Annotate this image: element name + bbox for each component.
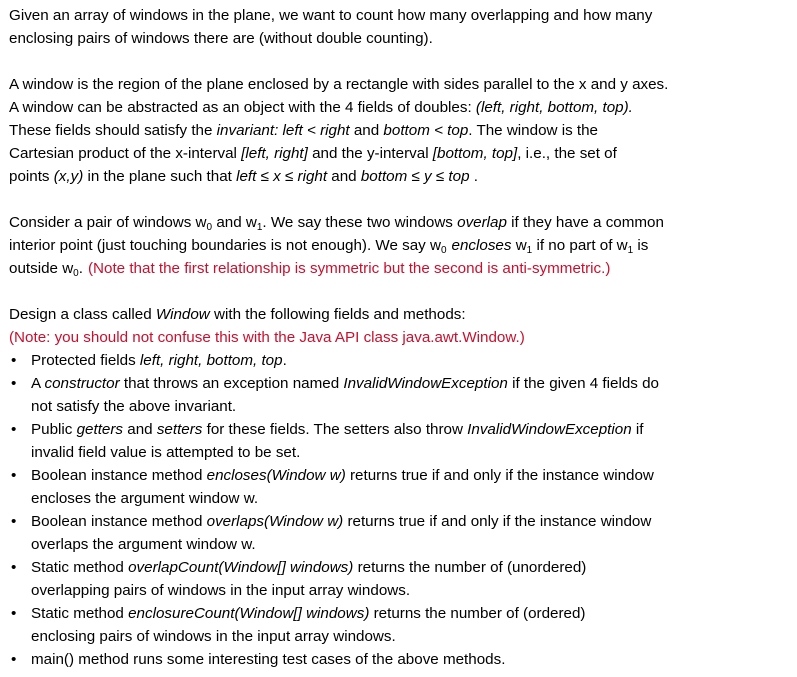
list-item-overlaps: • Boolean instance method overlaps(Window w) returns true if and only if the instance window overlaps the argument window w. <box>9 510 789 556</box>
definition-line-1: A window is the region of the plane enclosed by a rectangle with sides parallel to the x and y axes. <box>9 76 669 93</box>
list-item-encloses: • Boolean instance method encloses(Window w) returns true if and only if the instance window encloses the argument window w. <box>9 464 789 510</box>
definition-line-5: points (x,y) in the plane such that left ≤ x ≤ right and bottom ≤ y ≤ top . <box>9 168 478 185</box>
intro-line-2: enclosing pairs of windows there are (without double counting). <box>9 30 433 47</box>
java-api-note: (Note: you should not confuse this with the Java API class java.awt.Window.) <box>9 329 525 346</box>
list-item-enclosure-count: • Static method enclosureCount(Window[] windows) returns the number of (ordered) enclosing pairs of windows in the input array windows. <box>9 602 789 648</box>
list-item-fields: • Protected fields left, right, bottom, top. <box>9 349 789 372</box>
definition-line-2: A window can be abstracted as an object with the 4 fields of doubles: (left, right, bottom, top). <box>9 99 633 116</box>
requirements-list <box>9 349 789 671</box>
design-heading: Design a class called Window with the following fields and methods: <box>9 306 466 323</box>
relations-line-2: interior point (just touching boundaries is not enough). We say $w_0$ encloses $w_1$ if no part of $w_1$ is <box>9 237 649 256</box>
symmetry-note: (Note that the first relationship is symmetric but the second is anti-symmetric.) <box>87 260 611 277</box>
relations-line-1: Consider a pair of windows $w_0$ and $w_1$. We say these two windows overlap if they have a common <box>9 214 664 233</box>
definition-line-4: Cartesian product of the x-interval [left, right] and the y-interval [bottom, top], i.e., the set of <box>9 145 617 162</box>
intro-line-1: Given an array of windows in the plane, we want to count how many overlapping and how many <box>9 7 653 24</box>
list-item-main: • main() method runs some interesting test cases of the above methods. <box>9 648 789 671</box>
list-item-constructor: • A constructor that throws an exception named InvalidWindowException if the given 4 fields do not satisfy the above invariant. <box>9 372 789 418</box>
list-item-accessors: • Public getters and setters for these fields. The setters also throw InvalidWindowException if invalid field value is attempted to be set. <box>9 418 789 464</box>
list-item-overlap-count: • Static method overlapCount(Window[] windows) returns the number of (unordered) overlapping pairs of windows in the input array windows. <box>9 556 789 602</box>
relations-line-3: outside $w_0$. (Note that the first relationship is symmetric but the second is anti-symmetric.) <box>9 260 611 279</box>
definition-line-3: These fields should satisfy the invariant: left < right and bottom < top. The window is the <box>9 122 599 139</box>
